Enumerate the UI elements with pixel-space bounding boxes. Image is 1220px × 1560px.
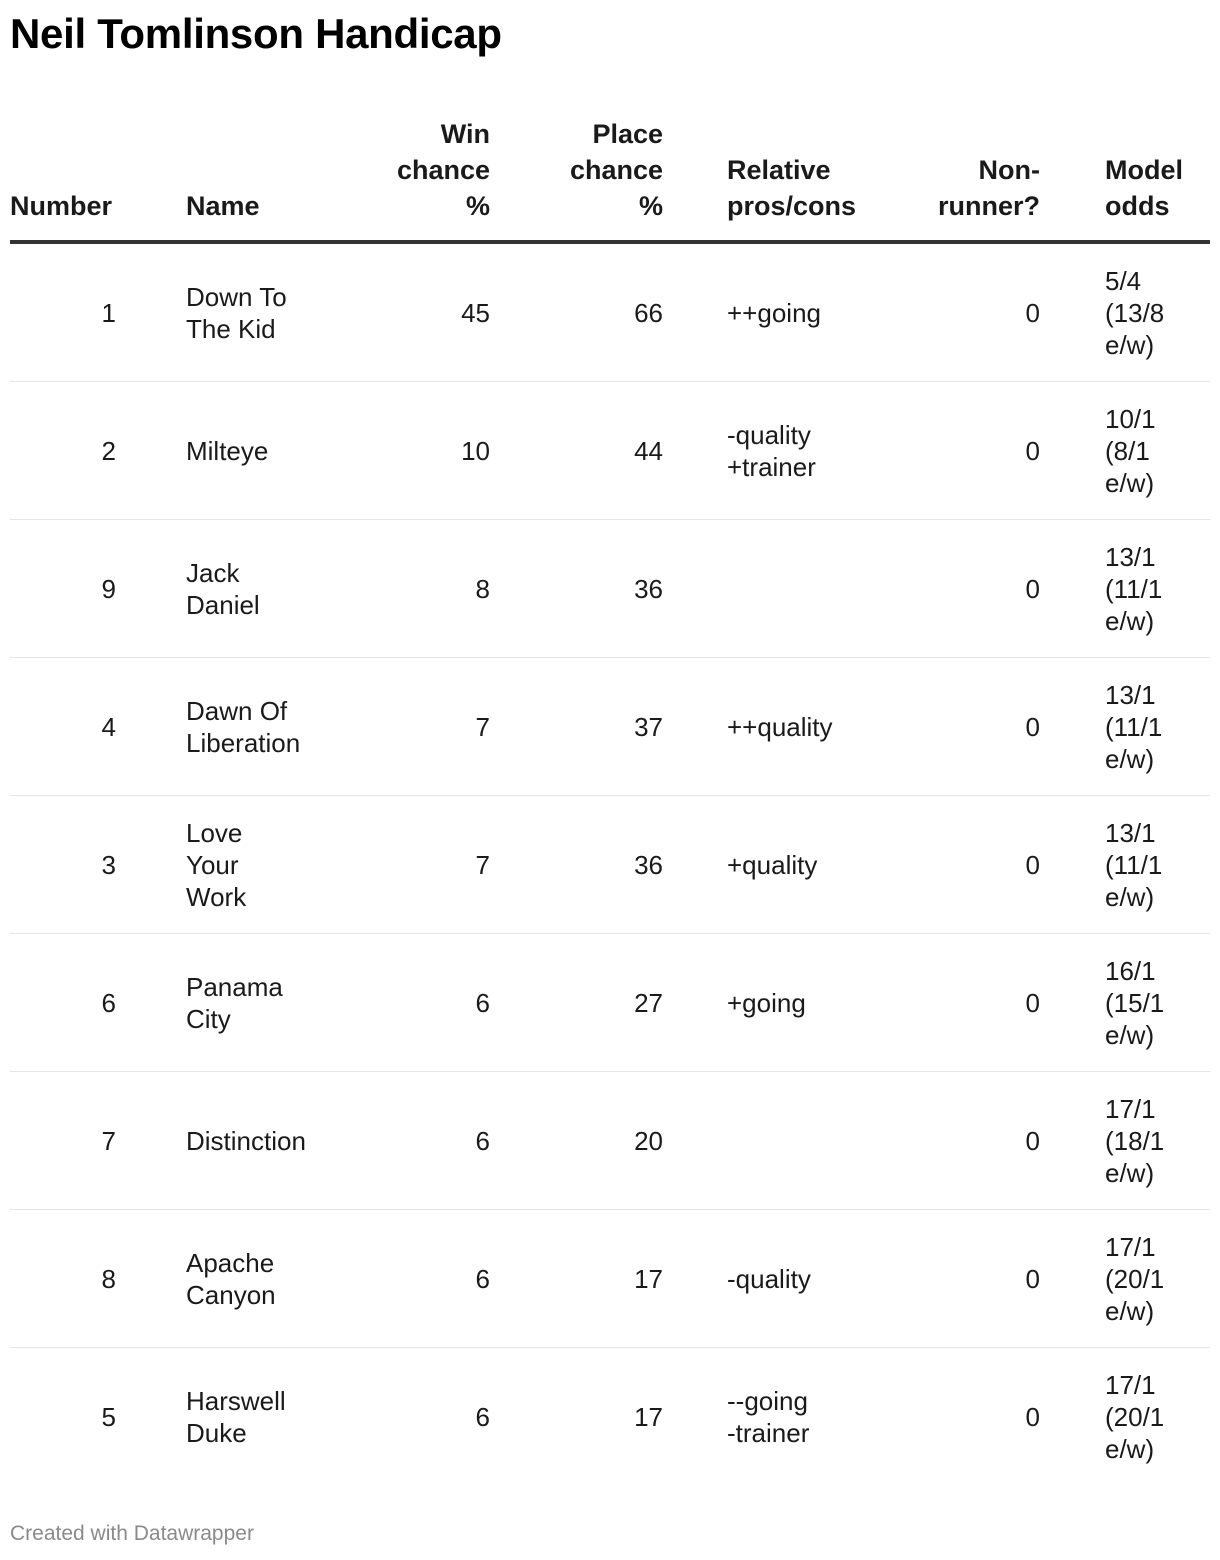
table-row (10, 658, 1210, 796)
header-line: runner? (937, 191, 1040, 221)
cell-non-runner: 0 (1025, 1401, 1040, 1432)
cell-name-line: Jack (186, 557, 240, 588)
footer-credit: Created with Datawrapper (10, 1522, 254, 1545)
cell-name-line: Duke (186, 1417, 247, 1448)
cell-model-odds (1040, 520, 1210, 658)
cell-place-chance: 37 (490, 658, 663, 796)
cell-name-line: Milteye (186, 435, 269, 466)
header-row (10, 112, 1210, 242)
cell-relative-line: +trainer (727, 451, 816, 482)
cell-model-odds-line: (20/1 (1105, 1401, 1165, 1432)
cell-model-odds-line: e/w) (1105, 1433, 1155, 1464)
cell-win-chance: 10 (290, 382, 490, 520)
cell-relative-line: -trainer (727, 1417, 810, 1448)
table-row (10, 934, 1210, 1072)
cell-model-odds-line: e/w) (1105, 467, 1155, 498)
cell-win-chance: 45 (290, 242, 490, 382)
column-header-non-runner[interactable] (852, 112, 1040, 242)
cell-relative (663, 1210, 852, 1348)
header-line: chance (569, 155, 663, 185)
cell-model-odds-line: 13/1 (1105, 679, 1156, 710)
cell-non-runner: 0 (852, 796, 1040, 934)
cell-model-odds-line: (15/1 (1105, 987, 1165, 1018)
cell-model-odds-line: (13/8 (1105, 297, 1165, 328)
header-line: Name (186, 191, 260, 221)
column-header-number[interactable] (10, 112, 140, 242)
column-header-model-odds[interactable] (1040, 112, 1210, 242)
cell-name-line: Love Your (186, 817, 243, 880)
column-header-place-chance[interactable] (490, 112, 663, 242)
cell-model-odds (1040, 658, 1210, 796)
header-line: Number (10, 191, 113, 221)
cell-place-chance: 17 (634, 1401, 663, 1432)
cell-number: 8 (10, 1210, 140, 1348)
cell-non-runner: 0 (852, 934, 1040, 1072)
header-line: pros/cons (727, 191, 857, 221)
cell-model-odds (1040, 1210, 1210, 1348)
cell-non-runner: 0 (852, 1210, 1040, 1348)
table-row (10, 520, 1210, 658)
cell-name-line: The Kid (186, 313, 276, 344)
cell-relative-line: +going (727, 987, 806, 1018)
cell-model-odds-line: (8/1 (1105, 435, 1150, 466)
cell-model-odds-line: e/w) (1105, 1019, 1155, 1050)
table-row (10, 242, 1210, 382)
cell-relative (663, 934, 852, 1072)
cell-name-line: Daniel (186, 589, 260, 620)
cell-name (140, 1210, 290, 1348)
header-line: % (638, 191, 663, 221)
cell-non-runner: 0 (852, 242, 1040, 382)
cell-place-chance: 66 (490, 242, 663, 382)
cell-model-odds (1040, 1348, 1210, 1486)
cell-number: 6 (10, 934, 140, 1072)
table-row (10, 1348, 1210, 1486)
cell-win-chance: 6 (290, 1072, 490, 1210)
cell-win-chance: 6 (475, 1401, 490, 1432)
cell-win-chance: 7 (290, 658, 490, 796)
header-line: Model (1105, 155, 1183, 185)
cell-number: 5 (101, 1401, 116, 1432)
cell-model-odds (1040, 242, 1210, 382)
header-line: odds (1105, 191, 1170, 221)
cell-model-odds-line: (11/1 (1105, 849, 1163, 880)
table-row (10, 382, 1210, 520)
cell-model-odds-line: (11/1 (1105, 711, 1163, 742)
cell-non-runner: 0 (852, 520, 1040, 658)
cell-model-odds (1040, 382, 1210, 520)
cell-model-odds-line: 5/4 (1105, 265, 1142, 296)
cell-relative-line: -quality (727, 419, 811, 450)
cell-number: 1 (10, 242, 140, 382)
cell-name (140, 658, 301, 796)
cell-relative (663, 1348, 852, 1486)
header-line: Non- (978, 155, 1040, 185)
table-row (10, 796, 1210, 934)
cell-number: 2 (10, 382, 140, 520)
cell-number: 3 (10, 796, 140, 934)
cell-name (140, 242, 290, 382)
cell-name (140, 1072, 306, 1210)
table-row (10, 1210, 1210, 1348)
column-header-relative[interactable] (663, 112, 857, 242)
cell-model-odds-line: 13/1 (1105, 817, 1156, 848)
cell-model-odds-line: e/w) (1105, 881, 1155, 912)
cell-relative-line: ++going (727, 297, 821, 328)
cell-model-odds (1040, 796, 1210, 934)
chart-title: Neil Tomlinson Handicap (10, 10, 502, 57)
cell-name-line: Harswell (186, 1385, 286, 1416)
cell-relative (663, 1072, 852, 1210)
header-line: % (465, 191, 490, 221)
cell-win-chance: 7 (290, 796, 490, 934)
cell-number: 4 (10, 658, 140, 796)
cell-win-chance: 6 (290, 934, 490, 1072)
header-line: chance (396, 155, 490, 185)
cell-place-chance: 17 (490, 1210, 663, 1348)
cell-relative-line: ++quality (727, 711, 833, 742)
cell-relative-line: --going (727, 1385, 808, 1416)
cell-place-chance: 20 (490, 1072, 663, 1210)
cell-non-runner: 0 (852, 1072, 1040, 1210)
header-line: Relative (727, 155, 831, 185)
cell-name-line: Work (186, 881, 247, 912)
cell-place-chance: 27 (490, 934, 663, 1072)
cell-relative-line: +quality (727, 849, 818, 880)
cell-relative (663, 796, 852, 934)
cell-name (140, 382, 290, 520)
header-line: Win (440, 119, 490, 149)
cell-name-line: Distinction (186, 1125, 306, 1156)
cell-model-odds-line: 17/1 (1105, 1369, 1156, 1400)
cell-number: 7 (10, 1072, 140, 1210)
header-line: Place (592, 119, 663, 149)
cell-name (140, 520, 290, 658)
cell-relative (663, 382, 852, 520)
cell-model-odds-line: (18/1 (1105, 1125, 1165, 1156)
cell-model-odds-line: e/w) (1105, 1295, 1155, 1326)
cell-place-chance: 44 (490, 382, 663, 520)
column-header-win-chance[interactable] (290, 112, 490, 242)
cell-relative (663, 520, 852, 658)
cell-number: 9 (10, 520, 140, 658)
cell-model-odds-line: e/w) (1105, 1157, 1155, 1188)
cell-model-odds (1040, 1072, 1210, 1210)
cell-name (140, 1348, 290, 1486)
cell-non-runner: 0 (852, 382, 1040, 520)
cell-name-line: Canyon (186, 1279, 276, 1310)
cell-relative (663, 658, 852, 796)
table-row (10, 1072, 1210, 1210)
cell-model-odds-line: 17/1 (1105, 1093, 1156, 1124)
cell-name-line: Panama (186, 971, 283, 1002)
cell-model-odds-line: 10/1 (1105, 403, 1156, 434)
cell-win-chance: 8 (290, 520, 490, 658)
cell-place-chance: 36 (490, 520, 663, 658)
cell-non-runner: 0 (852, 658, 1040, 796)
cell-model-odds-line: 13/1 (1105, 541, 1156, 572)
cell-name-line: Dawn Of (186, 695, 288, 726)
cell-name-line: City (186, 1003, 231, 1034)
cell-model-odds-line: (20/1 (1105, 1263, 1165, 1294)
cell-model-odds-line: (11/1 (1105, 573, 1163, 604)
cell-model-odds-line: e/w) (1105, 329, 1155, 360)
cell-model-odds-line: 17/1 (1105, 1231, 1156, 1262)
cell-name (140, 796, 290, 934)
cell-place-chance: 36 (490, 796, 663, 934)
cell-model-odds-line: 16/1 (1105, 955, 1156, 986)
cell-name-line: Apache (186, 1247, 275, 1278)
cell-name (140, 934, 290, 1072)
cell-name-line: Down To (186, 281, 287, 312)
cell-model-odds-line: e/w) (1105, 743, 1155, 774)
cell-relative (663, 242, 852, 382)
cell-model-odds-line: e/w) (1105, 605, 1155, 636)
odds-table (10, 112, 1210, 1485)
cell-name-line: Liberation (186, 727, 301, 758)
cell-relative-line: -quality (727, 1263, 811, 1294)
cell-model-odds (1040, 934, 1210, 1072)
cell-win-chance: 6 (290, 1210, 490, 1348)
table-body (10, 242, 1210, 1485)
column-header-name[interactable] (140, 112, 290, 242)
